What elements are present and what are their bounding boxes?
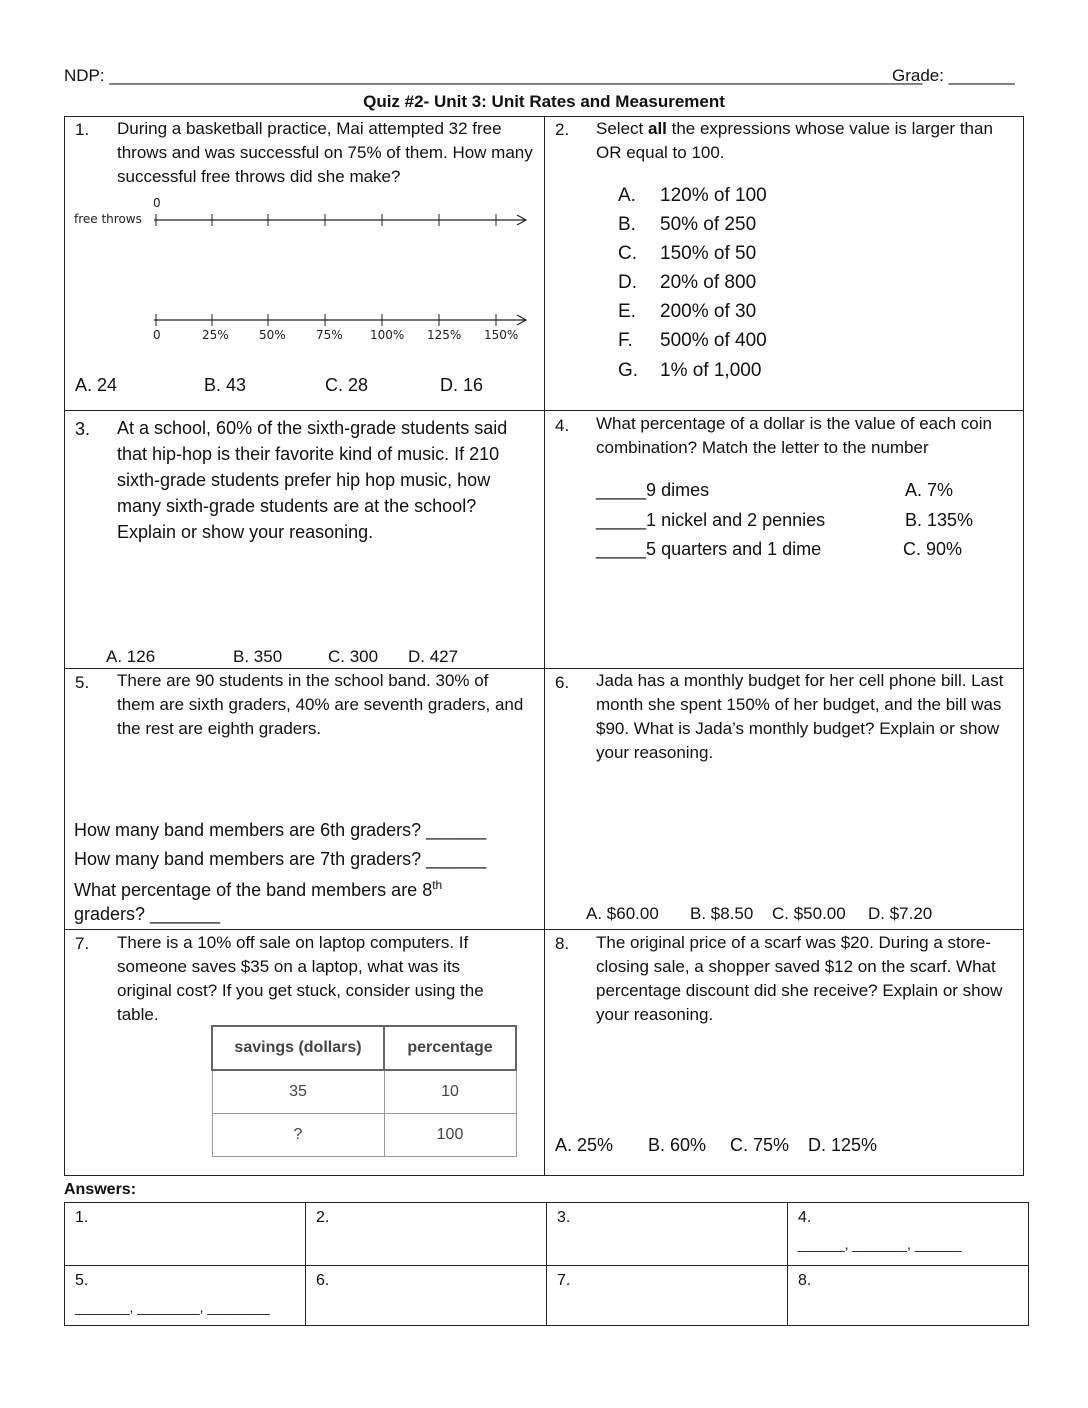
table-header: percentage [384, 1026, 516, 1070]
numline-top [154, 214, 526, 226]
q2-option-letter: C. [618, 243, 637, 264]
numline-tick-label: 100% [370, 328, 405, 342]
q7-number: 7. [75, 934, 90, 953]
numline-top-label: free throws [74, 212, 142, 226]
q2-option[interactable]: 20% of 800 [660, 272, 757, 293]
q5-text: There are 90 students in the school band. 30% of them are sixth graders, 40% are seventh graders, and the rest are eighth graders. [117, 671, 524, 738]
q2-option-letter: D. [618, 272, 637, 293]
table-row [212, 1070, 516, 1113]
q4-match-option: A. 7% [905, 480, 954, 500]
grid-divider-vertical [544, 116, 545, 1176]
q6-choice-a[interactable]: A. $60.00 [586, 904, 659, 923]
table-header: savings (dollars) [212, 1026, 384, 1070]
table-row [212, 1113, 516, 1156]
answers-divider [305, 1202, 306, 1326]
q6-number: 6. [555, 673, 570, 692]
q1-choice-a[interactable]: A. 24 [75, 375, 118, 395]
q2-option[interactable]: 500% of 400 [660, 330, 767, 351]
q1-choice-c[interactable]: C. 28 [325, 375, 369, 395]
q2-option-letter: B. [618, 214, 636, 235]
q2-option[interactable]: 150% of 50 [660, 243, 757, 264]
q2-option-letter: E. [618, 301, 636, 322]
answer-cell-8[interactable]: 8. [798, 1272, 812, 1289]
numline-tick-label: 125% [427, 328, 462, 342]
q7-text: There is a 10% off sale on laptop computers. If someone saves $35 on a laptop, what was its original cost? If you get stuck, consider using the table. [117, 933, 484, 1024]
q1-choice-b[interactable]: B. 43 [204, 375, 247, 395]
q2-option[interactable]: 120% of 100 [660, 185, 767, 206]
answer-cell-5[interactable]: 5. [75, 1272, 89, 1289]
q4-match-option: C. 90% [903, 539, 963, 559]
answer-cell-3[interactable]: 3. [557, 1209, 571, 1226]
numline-tick-label: 150% [484, 328, 519, 342]
q4-item[interactable]: _____5 quarters and 1 dime [596, 539, 822, 559]
numline-top-zero: 0 [153, 196, 161, 210]
q3-choice-d[interactable]: D. 427 [408, 647, 459, 666]
table-cell: ? [212, 1113, 384, 1156]
q2-option[interactable]: 50% of 250 [660, 214, 757, 235]
answer-cell-6[interactable]: 6. [316, 1272, 330, 1289]
q4-number: 4. [555, 416, 570, 435]
q6-choice-b[interactable]: B. $8.50 [690, 904, 754, 923]
table-cell: 35 [212, 1070, 384, 1113]
q1-choice-d[interactable]: D. 16 [440, 375, 484, 395]
answer-cell-4[interactable]: 4. [798, 1209, 812, 1226]
grade-field[interactable]: Grade: _______ [892, 66, 1015, 85]
answer-cell-7[interactable]: 7. [557, 1272, 571, 1289]
q8-text: The original price of a scarf was $20. During a store-closing sale, a shopper saved $12 on the scarf. What percentage discount did she receive? Explain or show your reasoning. [596, 933, 1003, 1024]
q8-choice-a[interactable]: A. 25% [555, 1135, 614, 1155]
numline-tick-label: 0 [153, 328, 161, 342]
table-cell: 100 [384, 1113, 516, 1156]
answer-cell-1[interactable]: 1. [75, 1209, 89, 1226]
q5-line-6th[interactable]: How many band members are 6th graders? ______ [74, 820, 487, 840]
q2-option[interactable]: 1% of 1,000 [660, 360, 762, 381]
numline-tick-label: 25% [202, 328, 229, 342]
q8-choice-b[interactable]: B. 60% [648, 1135, 707, 1155]
q5-line-8th: What percentage of the band members are 8th [74, 878, 443, 900]
q2-option-letter: G. [618, 360, 639, 381]
q2-option-letter: F. [618, 330, 633, 351]
numline-bottom [154, 314, 526, 326]
q3-text: At a school, 60% of the sixth-grade students said that hip-hop is their favorite kind of music. If 210 sixth-grade students prefer hip hop music, how many sixth-grade students are at the school? Explain or show your reasoning. [117, 418, 508, 542]
numline-tick-label: 75% [316, 328, 343, 342]
grid-divider-row1 [64, 410, 1024, 411]
q4-match-option: B. 135% [905, 510, 974, 530]
table-cell: 10 [384, 1070, 516, 1113]
q2-option[interactable]: 200% of 30 [660, 301, 757, 322]
q8-choice-d[interactable]: D. 125% [808, 1135, 878, 1155]
q2-option-letter: A. [618, 185, 636, 206]
numline-tick-label: 50% [259, 328, 286, 342]
q2-text: Select all the expressions whose value is larger than OR equal to 100. [596, 119, 993, 162]
q5-line-graders[interactable]: graders? _______ [74, 904, 221, 924]
q5-line-7th[interactable]: How many band members are 7th graders? ______ [74, 849, 487, 869]
q6-choice-d[interactable]: D. $7.20 [868, 904, 933, 923]
answers-divider [64, 1265, 1029, 1266]
q8-number: 8. [555, 934, 570, 953]
ndp-field[interactable]: NDP: ______________________________________________________________________________________ [64, 66, 923, 85]
q3-choice-a[interactable]: A. 126 [106, 647, 156, 666]
q4-text: What percentage of a dollar is the value of each coin combination? Match the letter to the number [596, 414, 992, 457]
q1-text: During a basketball practice, Mai attempted 32 free throws and was successful on 75% of them. How many successful free throws did she make? [117, 119, 533, 186]
answer-cell-4-blanks[interactable]: ______, _______, ______ [798, 1236, 962, 1252]
answers-divider [546, 1202, 547, 1326]
answer-cell-5-blanks[interactable]: _______, ________, ________ [75, 1299, 270, 1315]
q6-text: Jada has a monthly budget for her cell phone bill. Last month she spent 150% of her budget, and the bill was $90. What is Jada’s monthly budget? Explain or show your reasoning. [596, 671, 1004, 762]
q4-item[interactable]: _____1 nickel and 2 pennies [596, 510, 826, 530]
q2-number: 2. [555, 120, 570, 139]
q3-choice-b[interactable]: B. 350 [233, 647, 283, 666]
q3-choice-c[interactable]: C. 300 [328, 647, 379, 666]
quiz-title: Quiz #2- Unit 3: Unit Rates and Measurement [363, 92, 725, 111]
q3-number: 3. [75, 419, 91, 439]
q8-choice-c[interactable]: C. 75% [730, 1135, 790, 1155]
q6-choice-c[interactable]: C. $50.00 [772, 904, 846, 923]
q4-item[interactable]: _____9 dimes [596, 480, 710, 500]
grid-divider-row3 [64, 929, 1024, 930]
q5-number: 5. [75, 673, 90, 692]
q1-number: 1. [75, 120, 90, 139]
answers-divider [787, 1202, 788, 1326]
q7-table [211, 1025, 517, 1157]
answers-label: Answers: [64, 1181, 137, 1198]
answer-cell-2[interactable]: 2. [316, 1209, 330, 1226]
